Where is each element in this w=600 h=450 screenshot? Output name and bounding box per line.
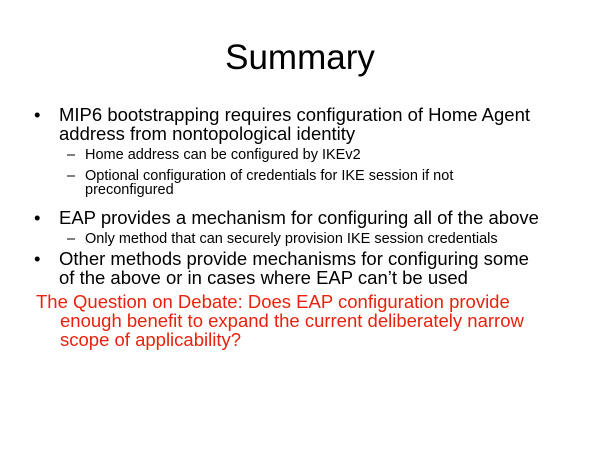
debate-question (0, 292, 571, 349)
bullet-item (0, 208, 549, 227)
sub-bullet-item (0, 169, 545, 197)
sub-bullet-item (0, 232, 545, 246)
sub-bullet-marker: – (67, 147, 76, 163)
bullet-item (0, 105, 549, 143)
bullet-text: EAP provides a mechanism for configuring all of the above (59, 207, 539, 228)
sub-bullet-text: Home address can be configured by IKEv2 (85, 147, 361, 163)
slide-content (0, 97, 600, 349)
debate-question-first-line: The Question on Debate: Does EAP configuration provide (36, 291, 510, 312)
bullet-marker: • (34, 104, 41, 125)
slide-title: Summary (225, 38, 375, 77)
debate-question-continuation: enough benefit to expand the current deliberately narrow scope of applicability? (60, 310, 524, 350)
sub-bullet-text: Only method that can securely provision IKE session credentials (85, 231, 498, 247)
bullet-text: MIP6 bootstrapping requires configuration of Home Agent address from nontopological identity (59, 104, 531, 144)
sub-bullet-marker: – (67, 231, 76, 247)
sub-bullet-marker: – (67, 168, 76, 184)
sub-bullet-item (0, 148, 545, 162)
bullet-item (0, 249, 549, 287)
bullet-text: Other methods provide mechanisms for configuring some of the above or in cases where EAP can’t be used (59, 248, 529, 288)
bullet-marker: • (34, 248, 41, 269)
bullet-marker: • (34, 207, 41, 228)
sub-bullet-text: Optional configuration of credentials for IKE session if not preconfigured (85, 168, 454, 198)
